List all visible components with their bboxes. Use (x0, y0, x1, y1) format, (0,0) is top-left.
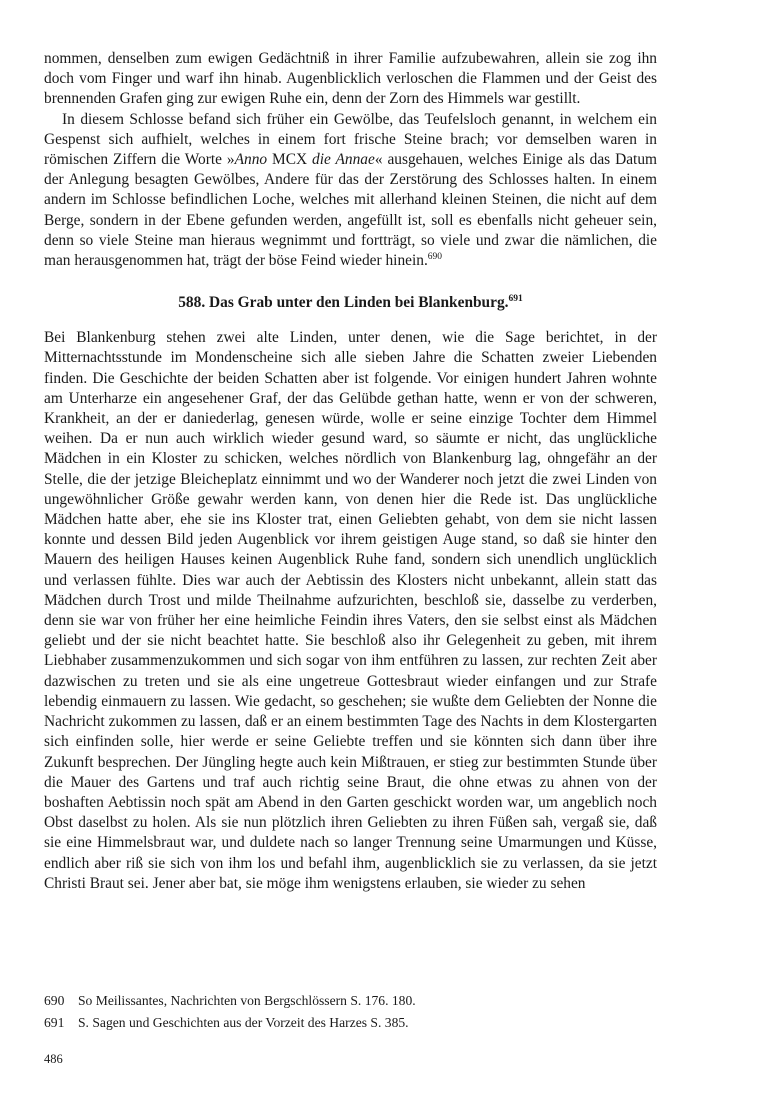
footnote-item (44, 1012, 657, 1034)
heading-text: 588. Das Grab unter den Linden bei Blankenburg. (178, 294, 509, 312)
footnote-number: 691 (44, 1015, 65, 1030)
text-segment: « ausgehauen, welches Einige als das Datum der Anlegung besagten Gewölbes, Andere für das der Zerstörung des Schlosses halten. In einem andern im Schlosse befindlichen Loche, welches mit allerhand kleinen Steinen, die nicht auf dem Berge, sondern in der Ebene gefunden werden, angefüllt ist, soll es ebenfalls nicht geheuer sein, denn so viele Steine man hieraus wegnimmt und fortträgt, so viele und zwar die nämlichen, die man herausgenommen hat, trägt der böse Feind wieder hinein. (44, 151, 657, 270)
paragraph-continuation: nommen, denselben zum ewigen Gedächtniß in ihrer Familie aufzubewahren, allein sie zog ihn doch vom Finger und warf ihn hinab. Augenblicklich verloschen die Flammen und der Geist des brennenden Grafen ging zur ewigen Ruhe ein, denn der Zorn des Himmels war gestillt. (44, 50, 657, 108)
page-number: 486 (44, 1052, 63, 1066)
footnote-text: So Meilissantes, Nachrichten von Bergschlössern S. 176. 180. (78, 993, 416, 1008)
italic-anno: Anno (234, 151, 268, 169)
italic-die-annae: die Annae (312, 151, 375, 169)
text-segment: In diesem Schlosse befand sich früher ein Gewölbe, das Teufelsloch genannt, in welchem ein Gespenst sich aufhielt, welches in einem fort frische Steine brach; vor demselben waren in römischen Ziffern die Worte » (44, 110, 657, 169)
footnote-number: 690 (44, 993, 65, 1008)
paragraph-main: Bei Blankenburg stehen zwei alte Linden, unter denen, wie die Sage berichtet, in der Mitternachtsstunde im Mondenscheine sich alle sieben Jahre die Schatten zweier Liebenden finden. Die Geschichte der beiden Schatten aber ist folgende. Vor einigen hundert Jahren wohnte am Unterharze ein angesehener Graf, der das Gelübde gethan hatte, wenn er von der schweren, Krankheit, an der er daniederlag, genesen würde, wolle er seine einzige Tochter dem Himmel weihen. Da er nun auch wirklich wieder gesund ward, so säumte er nicht, das unglückliche Mädchen in ein Kloster zu schicken, welches nördlich von Blankenburg lag, ohngefähr an der Stelle, die der jetzige Bleicheplatz einnimmt und wo der Wanderer noch jetzt die zwei Linden von ungewöhnlicher Größe gewahr werden kann, von denen hier die Rede ist. Das unglückliche Mädchen hatte aber, ehe sie ins Kloster trat, einen Geliebten gehabt, von dem sie nicht lassen konnte und dessen Bild jeden Augenblick vor ihrem geistigen Auge stand, so daß sie hinter den Mauern des heiligen Hauses keinen Augenblick Ruhe fand, sondern sich unendlich unglücklich und verlassen fühlte. Dies war auch der Aebtissin des Klosters nicht unbekannt, allein statt das Mädchen durch Trost und milde Theilnahme aufzurichten, beschloß sie, dasselbe zu verderben, denn sie war von früher her eine heimliche Feindin ihres Vaters, den sie selbst einst als Mädchen geliebt und der sie nicht beachtet hatte. Sie beschloß also ihr Gelegenheit zu geben, mit ihrem Liebhaber zusammenzukommen und sich sogar von ihm entführen zu lassen, zur rechten Zeit aber dazwischen zu treten und sie als eine ungetreue Gottesbraut wieder einfangen und zur Strafe lebendig einmauern zu lassen. Wie gedacht, so geschehen; sie wußte dem Geliebten der Nonne die Nachricht zukommen zu lassen, daß er an einem bestimmten Tage des Nachts in dem Klostergarten sich einfinden solle, hier werde er seine Geliebte treffen und sie könnten sich dann über ihre Zukunft besprechen. Der Jüngling hegte auch kein Mißtrauen, er stieg zur bestimmten Stunde über die Mauer des Gartens und traf auch richtig seine Braut, die ohne etwas zu ahnen von der boshaften Aebtissin noch spät am Abend in den Garten geschickt worden war, um angeblich noch Obst daselbst zu holen. Als sie nun plötzlich ihren Geliebten zu ihren Füßen sah, vergaß sie, daß sie eine Himmelsbraut war, und duldete nach so langer Trennung seine Umarmungen und Küsse, endlich aber riß sie sich von ihm los und befahl ihm, augenblicklich sie zu verlassen, da sie jetzt Christi Braut sei. Jener aber bat, sie möge ihm wenigstens erlauben, sie wieder zu sehen (44, 329, 657, 892)
footnotes (44, 990, 657, 1034)
footnote-item (44, 990, 657, 1012)
text-segment: MCX (267, 151, 313, 169)
section-heading (44, 293, 657, 313)
footnote-ref-691: 691 (508, 294, 523, 305)
footnote-ref-690: 690 (427, 252, 443, 263)
footnote-text: S. Sagen und Geschichten aus der Vorzeit des Harzes S. 385. (78, 1015, 409, 1030)
page-body (44, 49, 657, 894)
paragraph-teufelsloch (44, 110, 657, 272)
